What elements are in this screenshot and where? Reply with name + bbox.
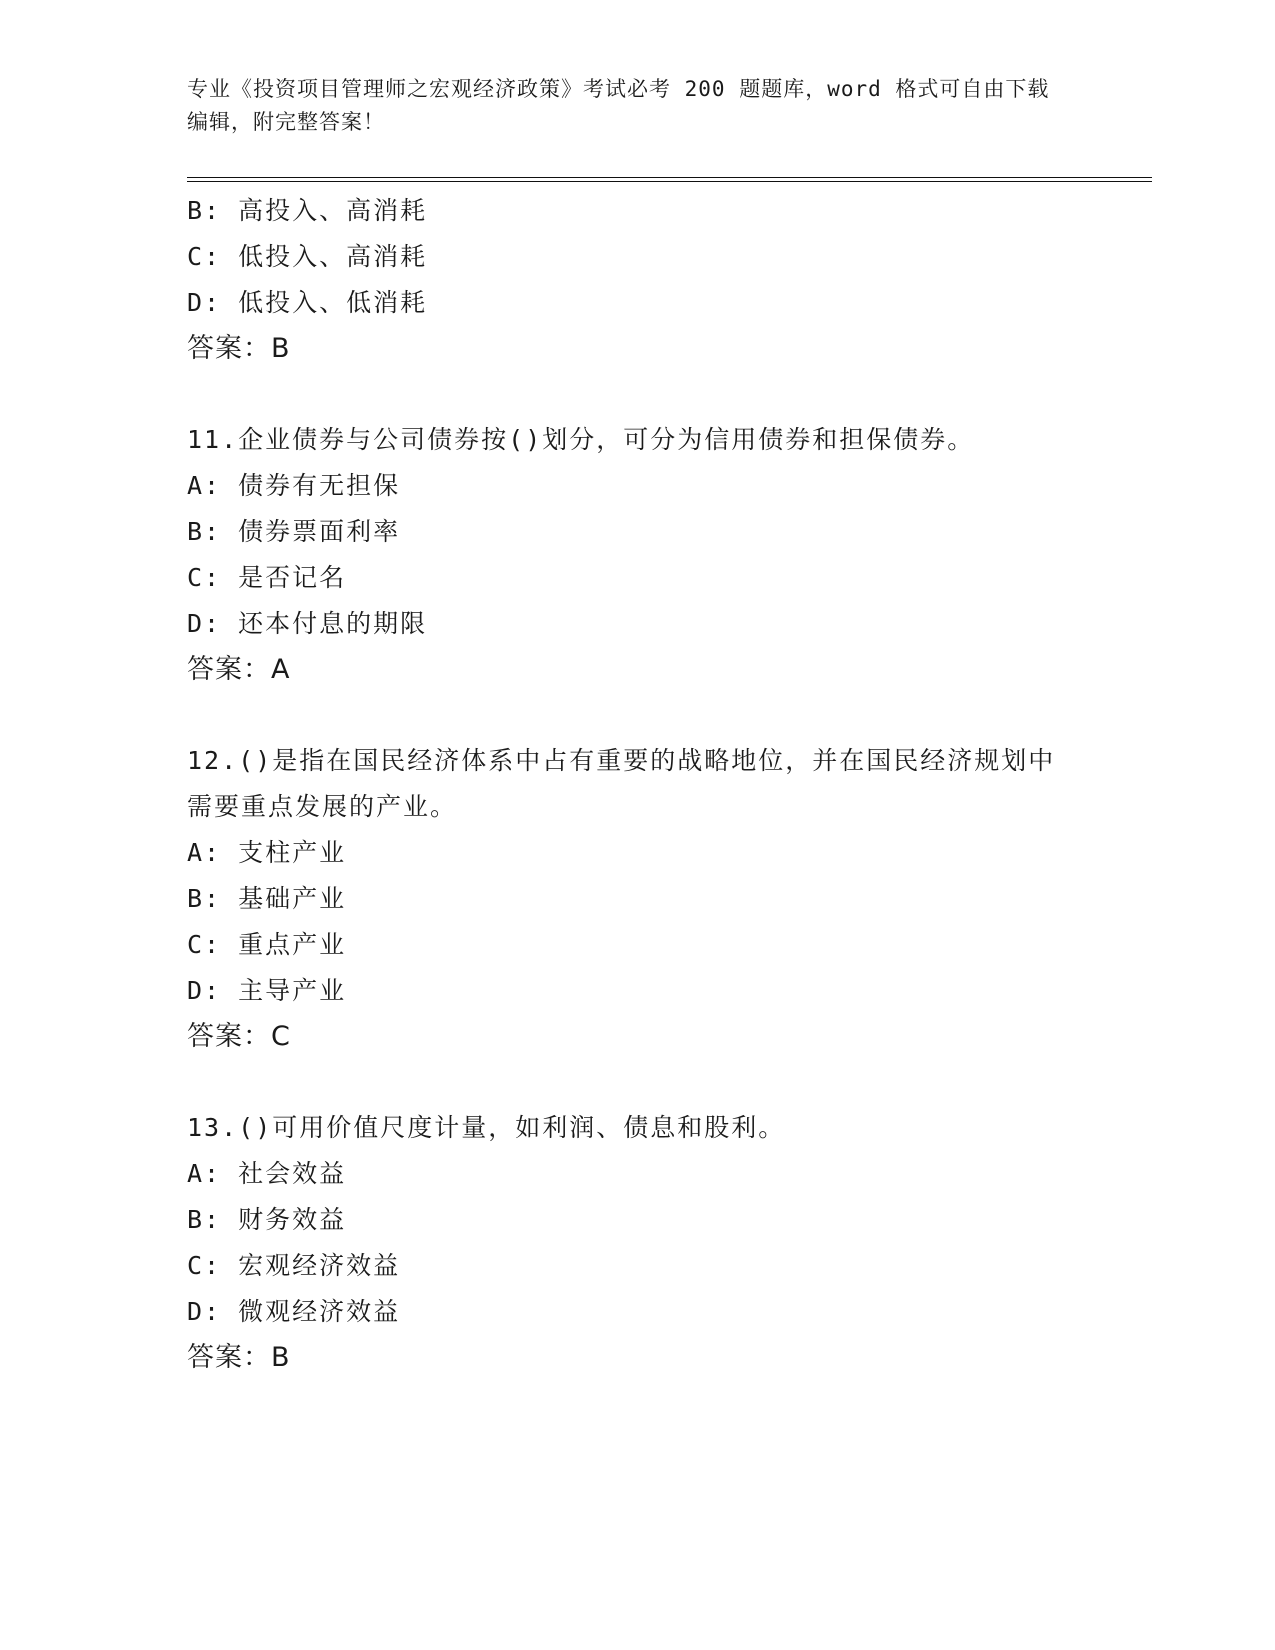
option-d: D: 低投入、低消耗 bbox=[187, 288, 428, 317]
option-c: C: 重点产业 bbox=[187, 930, 347, 959]
header-divider bbox=[187, 177, 1152, 182]
option-a: A: 支柱产业 bbox=[187, 838, 347, 867]
option-c: C: 是否记名 bbox=[187, 563, 347, 592]
spacer bbox=[187, 372, 1087, 417]
option-b: B: 财务效益 bbox=[187, 1205, 347, 1234]
spacer bbox=[187, 1060, 1087, 1105]
answer-line: 答案：B bbox=[187, 1342, 291, 1373]
previous-question-block bbox=[187, 188, 1087, 372]
option-b: B: 高投入、高消耗 bbox=[187, 196, 428, 225]
question-stem: 11.企业债券与公司债券按()划分，可分为信用债券和担保债券。 bbox=[187, 425, 975, 454]
option-c: C: 宏观经济效益 bbox=[187, 1251, 401, 1280]
option-c: C: 低投入、高消耗 bbox=[187, 242, 428, 271]
spacer bbox=[187, 693, 1087, 738]
option-d: D: 微观经济效益 bbox=[187, 1297, 401, 1326]
question-12 bbox=[187, 738, 1087, 1060]
document-intro: 专业《投资项目管理师之宏观经济政策》考试必考 200 题题库，word 格式可自由下载编辑，附完整答案！ bbox=[187, 77, 1050, 134]
option-b: B: 债券票面利率 bbox=[187, 517, 401, 546]
option-d: D: 主导产业 bbox=[187, 976, 347, 1005]
question-stem: 12.()是指在国民经济体系中占有重要的战略地位，并在国民经济规划中需要重点发展的产业。 bbox=[187, 746, 1056, 821]
option-a: A: 债券有无担保 bbox=[187, 471, 401, 500]
answer-line: 答案：A bbox=[187, 654, 291, 685]
answer-line: 答案：C bbox=[187, 1021, 291, 1052]
question-list bbox=[187, 188, 1087, 1381]
option-a: A: 社会效益 bbox=[187, 1159, 347, 1188]
option-d: D: 还本付息的期限 bbox=[187, 609, 428, 638]
answer-line: 答案：B bbox=[187, 333, 291, 364]
question-stem: 13.()可用价值尺度计量，如利润、债息和股利。 bbox=[187, 1113, 786, 1142]
option-b: B: 基础产业 bbox=[187, 884, 347, 913]
question-11 bbox=[187, 417, 1087, 693]
question-13 bbox=[187, 1105, 1087, 1381]
